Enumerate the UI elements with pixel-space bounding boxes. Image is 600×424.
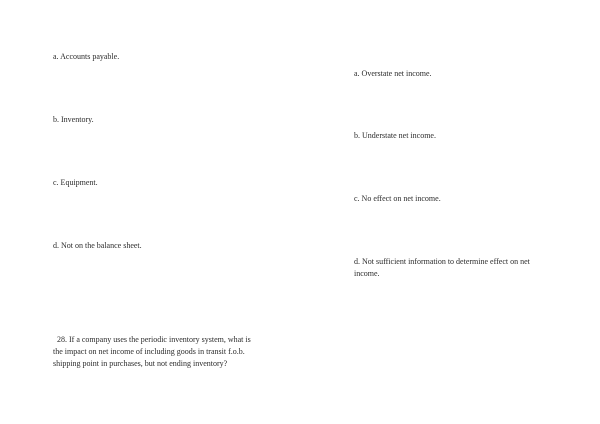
right-option-a: a. Overstate net income.	[354, 69, 432, 78]
left-option-c: c. Equipment.	[53, 178, 98, 187]
right-option-d-line-1: d. Not sufficient information to determine effect on net	[354, 257, 530, 266]
question-28-line-3: shipping point in purchases, but not ending inventory?	[53, 359, 228, 368]
question-28-line-2: the impact on net income of including goods in transit f.o.b.	[53, 347, 245, 356]
question-28-line-1: 28. If a company uses the periodic inventory system, what is	[57, 335, 251, 344]
right-option-c: c. No effect on net income.	[354, 194, 441, 203]
left-option-d: d. Not on the balance sheet.	[53, 241, 142, 250]
left-option-b: b. Inventory.	[53, 115, 94, 124]
right-option-d-line-2: income.	[354, 269, 380, 278]
left-option-a: a. Accounts payable.	[53, 52, 120, 61]
right-option-b: b. Understate net income.	[354, 131, 436, 140]
